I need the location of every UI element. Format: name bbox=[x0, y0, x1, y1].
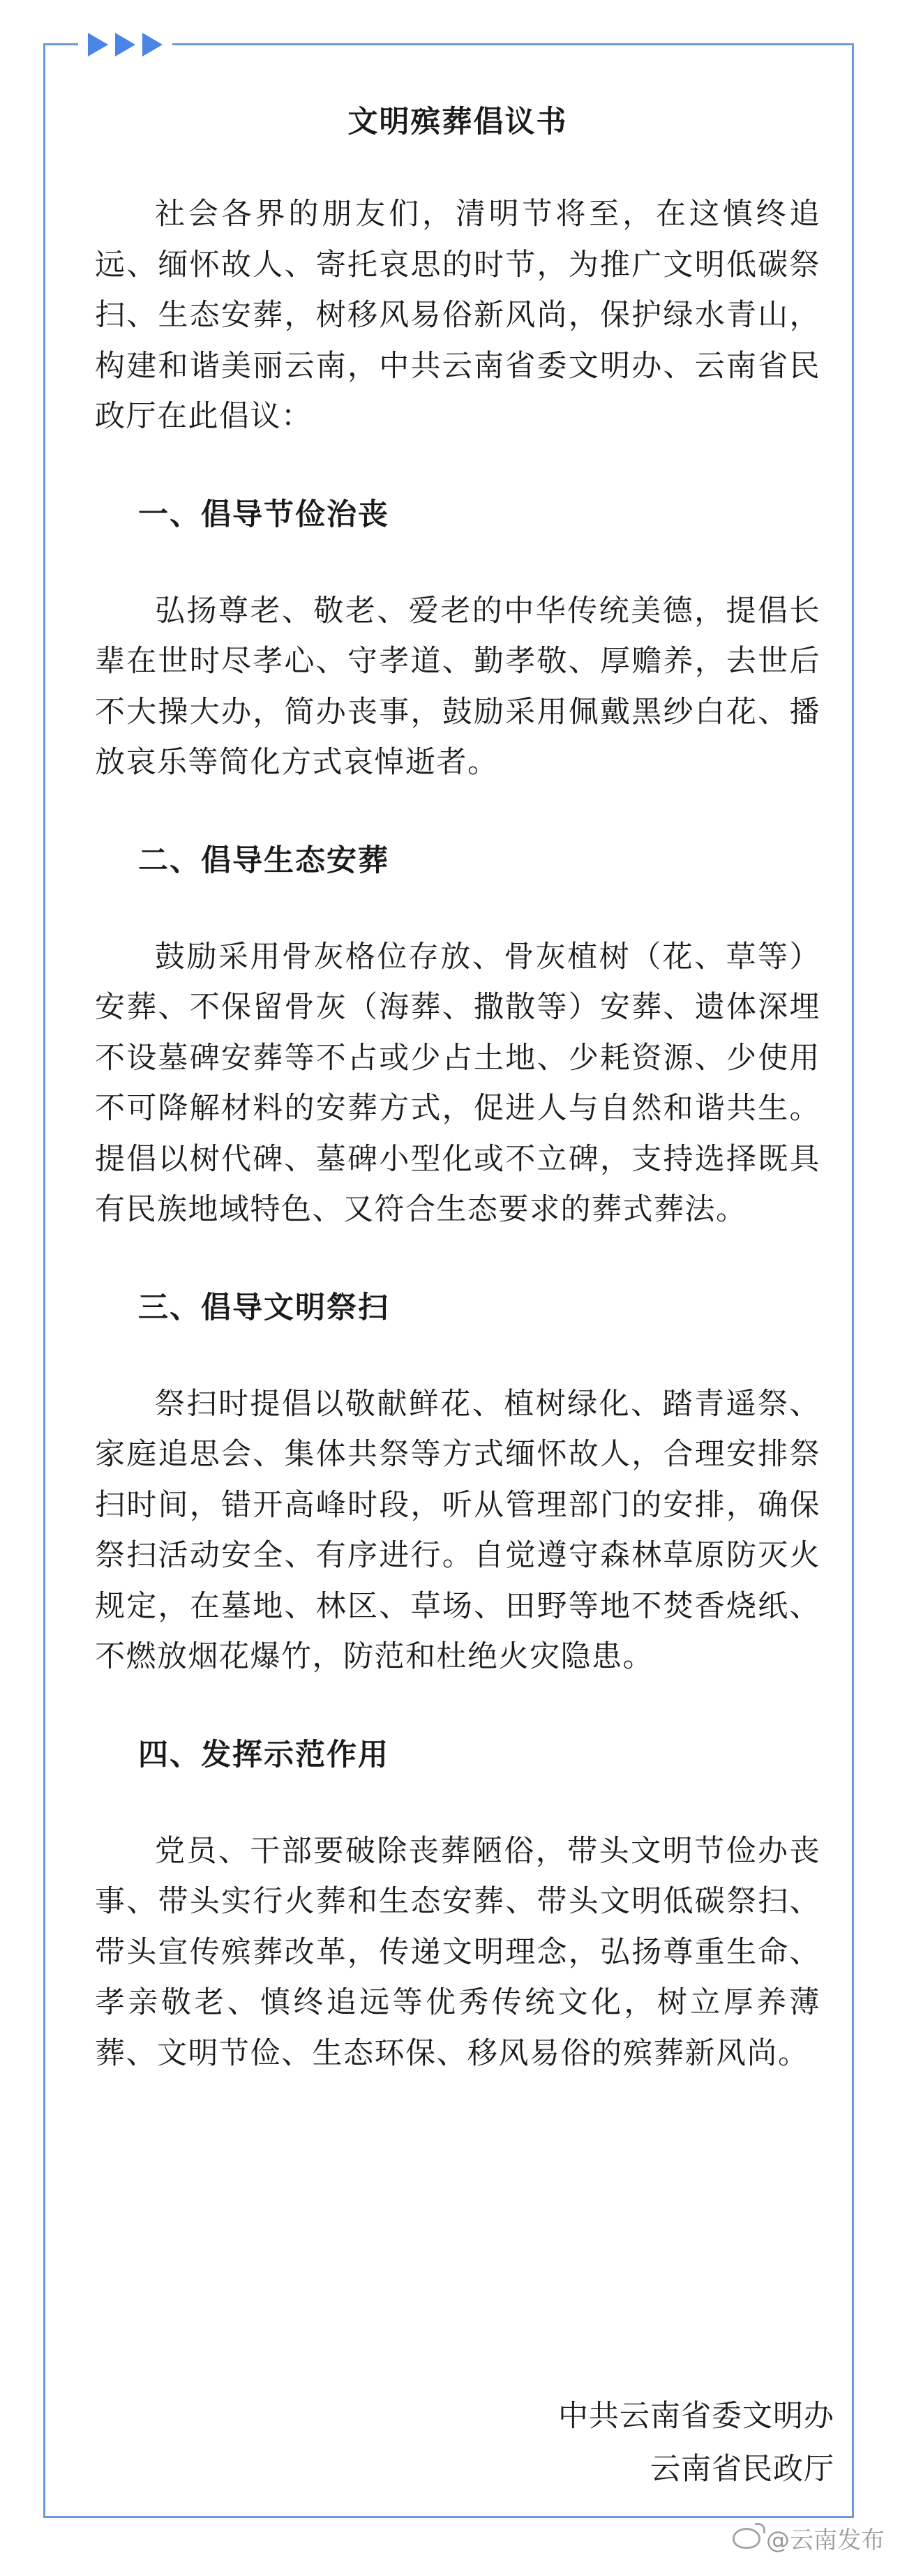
section-heading-frugal-funeral: 一、倡导节俭治丧 bbox=[138, 497, 389, 532]
intro-paragraph: 社会各界的朋友们，清明节将至，在这慎终追远、缅怀故人、寄托哀思的时节，为推广文明低碳祭扫、生态安葬，树移风易俗新风尚，保护绿水青山，构建和谐美丽云南，中共云南省委文明办、云南省民政厅在此倡议： bbox=[95, 197, 820, 434]
signature-civilization-office: 中共云南省委文明办 bbox=[558, 2399, 834, 2434]
section-heading-eco-burial: 二、倡导生态安葬 bbox=[138, 843, 389, 878]
section-body-civilized-tomb-sweeping: 祭扫时提倡以敬献鲜花、植树绿化、踏青遥祭、家庭追思会、集体共祭等方式缅怀故人，合理安排祭扫时间，错开高峰时段，听从管理部门的安排，确保祭扫活动安全、有序进行。自觉遵守森林草原防灭火规定，在墓地、林区、草场、田野等地不焚香烧纸、不燃放烟花爆竹，防范和杜绝火灾隐患。 bbox=[95, 1386, 820, 1674]
watermark bbox=[733, 2521, 885, 2555]
section-body-eco-burial: 鼓励采用骨灰格位存放、骨灰植树（花、草等）安葬、不保留骨灰（海葬、撒散等）安葬、遗体深埋不设墓碑安葬等不占或少占土地、少耗资源、少使用不可降解材料的安葬方式，促进人与自然和谐共生。提倡以树代碑、墓碑小型化或不立碑，支持选择既具有民族地域特色、又符合生态要求的葬式葬法。 bbox=[95, 939, 820, 1227]
section-heading-civilized-tomb-sweeping: 三、倡导文明祭扫 bbox=[138, 1290, 389, 1325]
watermark-text: @云南发布 bbox=[766, 2526, 885, 2554]
play-arrow-icon bbox=[142, 33, 163, 57]
document-content bbox=[95, 101, 820, 2079]
weibo-icon bbox=[733, 2528, 760, 2549]
section-body-frugal-funeral: 弘扬尊老、敬老、爱老的中华传统美德，提倡长辈在世时尽孝心、守孝道、勤孝敬、厚赡养，去世后不大操大办，简办丧事，鼓励采用佩戴黑纱白花、播放哀乐等简化方式哀悼逝者。 bbox=[95, 593, 820, 780]
play-arrow-icon bbox=[115, 33, 135, 57]
document-title: 文明殡葬倡议书 bbox=[347, 105, 568, 140]
section-body-role-model: 党员、干部要破除丧葬陋俗，带头文明节俭办丧事、带头实行火葬和生态安葬、带头文明低碳祭扫、带头宣传殡葬改革，传递文明理念，弘扬尊重生命、孝亲敬老、慎终追远等优秀传统文化，树立厚养薄葬、文明节俭、生态环保、移风易俗的殡葬新风尚。 bbox=[95, 1833, 820, 2071]
signature-civil-affairs-dept: 云南省民政厅 bbox=[650, 2452, 834, 2487]
play-arrow-icon bbox=[88, 33, 108, 57]
section-heading-role-model: 四、发挥示范作用 bbox=[138, 1737, 389, 1772]
header-arrows bbox=[78, 31, 172, 59]
signature-block bbox=[558, 2390, 834, 2496]
